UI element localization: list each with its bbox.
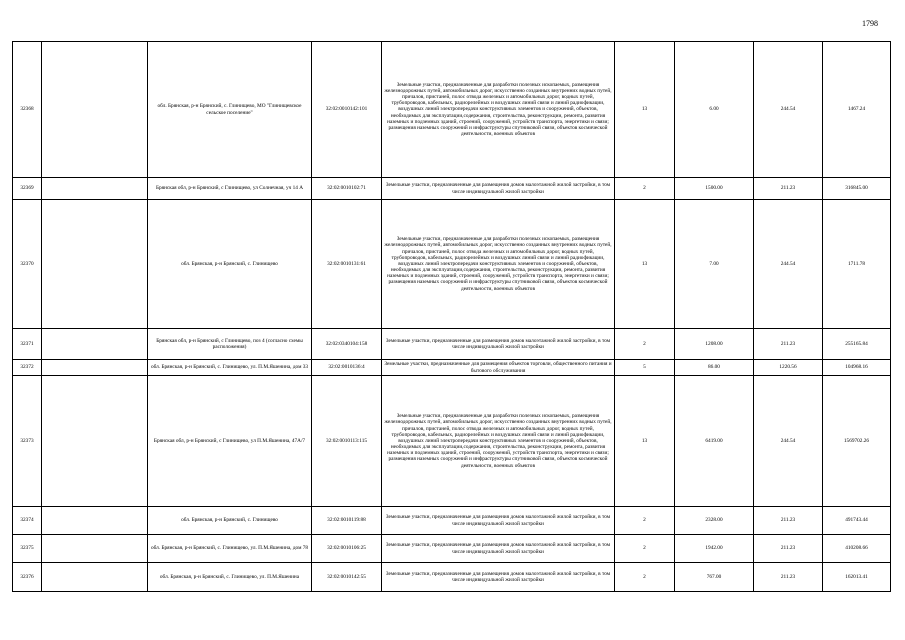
usage-type-cell: Земельные участки, предназначенные для размещения домов малоэтажной жилой застройки, в том числе индивидуальной жилой застройки: [382, 563, 615, 592]
row-id: 32369: [13, 178, 42, 200]
table-row: [13, 507, 891, 535]
address-cell: Брянская обл, р-н Брянский, с Глинищево, ул П.М.Яшенина, 47А/7: [148, 376, 312, 507]
rate-cell: 211.23: [754, 535, 823, 563]
area-cell: 1942.00: [675, 535, 754, 563]
cadastral-number-cell: 32:02:0010136:4: [312, 360, 382, 376]
cadastral-value-cell: 410208.66: [823, 535, 891, 563]
cadastral-number-cell: 32:02:0010113:115: [312, 376, 382, 507]
table-row: [13, 376, 891, 507]
usage-type-cell: Земельные участки, предназначенные для разработки полезных ископаемых, размещения железнодорожных путей, автомобильных дорог, искусственно созданных внутренних водных путей, причалов, пристаней, полос отвода железных и автомобильных дорог, водных путей, трубопроводов, кабельных, радиорелейных и воздушных линий связи и линий радиофикации, воздушных линий электропередачи конструктивных элементов и сооружений, объектов, необходимых для эксплуатации,содержания, строительства, реконструкции, ремонта, развития наземных и подземных зданий, строений, сооружений, устройств транспорта, энергетики и связи; размещения наземных сооружений и инфраструктуры спутниковой связи, объектов космической деятельности, военных объектов: [382, 42, 615, 178]
row-id: 32373: [13, 376, 42, 507]
address-cell: обл. Брянская, р-н Брянский, с. Глинищево, ул. П.М.Яшенина, дом 33: [148, 360, 312, 376]
empty-cell: [42, 178, 148, 200]
cadastral-value-cell: 491743.44: [823, 507, 891, 535]
rate-cell: 1220.56: [754, 360, 823, 376]
cadastral-number-cell: 32:02:0340104:158: [312, 329, 382, 360]
empty-cell: [42, 360, 148, 376]
area-cell: 767.00: [675, 563, 754, 592]
row-id: 32375: [13, 535, 42, 563]
usage-type-cell: Земельные участки, предназначенные для размещения домов малоэтажной жилой застройки, в том числе индивидуальной жилой застройки: [382, 535, 615, 563]
usage-type-cell: Земельные участки, предназначенные для размещения домов малоэтажной жилой застройки, в том числе индивидуальной жилой застройки: [382, 507, 615, 535]
group-cell: 2: [615, 535, 675, 563]
group-cell: 2: [615, 507, 675, 535]
group-cell: 2: [615, 329, 675, 360]
empty-cell: [42, 42, 148, 178]
rate-cell: 211.23: [754, 329, 823, 360]
address-cell: обл. Брянская, р-н Брянский, с. Глинищево, ул. П.М.Яшенина: [148, 563, 312, 592]
area-cell: 6.00: [675, 42, 754, 178]
usage-type-cell: Земельные участки, предназначенные для размещения домов малоэтажной жилой застройки, в том числе индивидуальной жилой застройки: [382, 329, 615, 360]
cadastral-number-cell: 32:02:0010102:71: [312, 178, 382, 200]
group-cell: 5: [615, 360, 675, 376]
cadastral-value-cell: 1711.78: [823, 200, 891, 329]
cadastral-number-cell: 32:02:0010119:88: [312, 507, 382, 535]
group-cell: 13: [615, 376, 675, 507]
rate-cell: 211.23: [754, 563, 823, 592]
group-cell: 13: [615, 200, 675, 329]
row-id: 32376: [13, 563, 42, 592]
group-cell: 2: [615, 563, 675, 592]
area-cell: 1208.00: [675, 329, 754, 360]
cadastral-value-cell: 162013.41: [823, 563, 891, 592]
cadastral-number-cell: 32:02:0010142:55: [312, 563, 382, 592]
empty-cell: [42, 200, 148, 329]
address-cell: обл. Брянская, р-н Брянский, с. Глинищево, МО "Глинищевское сельское поселение": [148, 42, 312, 178]
page-number: 1798: [862, 19, 878, 28]
row-id: 32372: [13, 360, 42, 376]
usage-type-cell: Земельные участки, предназначенные для разработки полезных ископаемых, размещения железнодорожных путей, автомобильных дорог, искусственно созданных внутренних водных путей, причалов, пристаней, полос отвода железных и автомобильных дорог, водных путей, трубопроводов, кабельных, радиорелейных и воздушных линий связи и линий радиофикации, воздушных линий электропередачи конструктивных элементов и сооружений, объектов, необходимых для эксплуатации,содержания, строительства, реконструкции, ремонта, развития наземных и подземных зданий, строений, сооружений, устройств транспорта, энергетики и связи; размещения наземных сооружений и инфраструктуры спутниковой связи, объектов космической деятельности, военных объектов: [382, 200, 615, 329]
address-cell: Брянская обл, р-н Брянский, с Глинищево, ул Солнечная, уч 14 А: [148, 178, 312, 200]
address-cell: обл. Брянская, р-н Брянский, с. Глинищево, ул. П.М.Яшенина, дом 78: [148, 535, 312, 563]
empty-cell: [42, 329, 148, 360]
address-cell: Брянская обл, р-н Брянский, с Глинищево, поз 4 (согласно схемы расположения): [148, 329, 312, 360]
address-cell: обл. Брянская, р-н Брянский, с. Глинищево: [148, 507, 312, 535]
address-cell: обл. Брянская, р-н Брянский, с. Глинищево: [148, 200, 312, 329]
area-cell: 7.00: [675, 200, 754, 329]
cadastral-number-cell: 32:02:0010106:25: [312, 535, 382, 563]
cadastral-value-cell: 316845.00: [823, 178, 891, 200]
usage-type-cell: Земельные участки, предназначенные для размещения домов малоэтажной жилой застройки, в том числе индивидуальной жилой застройки: [382, 178, 615, 200]
table-row: [13, 200, 891, 329]
rate-cell: 211.23: [754, 507, 823, 535]
cadastral-value-cell: 255165.84: [823, 329, 891, 360]
usage-type-cell: Земельные участки, предназначенные для размещения объектов торговли, общественного питания и бытового обслуживания: [382, 360, 615, 376]
rate-cell: 211.23: [754, 178, 823, 200]
area-cell: 1500.00: [675, 178, 754, 200]
table-row: [13, 360, 891, 376]
empty-cell: [42, 507, 148, 535]
empty-cell: [42, 376, 148, 507]
cadastral-value-cell: 1569702.26: [823, 376, 891, 507]
table-row: [13, 563, 891, 592]
cadastral-value-cell: 104968.16: [823, 360, 891, 376]
group-cell: 13: [615, 42, 675, 178]
rate-cell: 244.54: [754, 376, 823, 507]
cadastral-number-cell: 32:02:0010142:101: [312, 42, 382, 178]
row-id: 32368: [13, 42, 42, 178]
area-cell: 86.00: [675, 360, 754, 376]
row-id: 32370: [13, 200, 42, 329]
area-cell: 6419.00: [675, 376, 754, 507]
cadastral-number-cell: 32:02:0010131:61: [312, 200, 382, 329]
row-id: 32374: [13, 507, 42, 535]
row-id: 32371: [13, 329, 42, 360]
cadastral-value-table: [12, 41, 891, 592]
empty-cell: [42, 563, 148, 592]
table-row: [13, 42, 891, 178]
cadastral-value-cell: 1467.24: [823, 42, 891, 178]
area-cell: 2328.00: [675, 507, 754, 535]
usage-type-cell: Земельные участки, предназначенные для разработки полезных ископаемых, размещения железнодорожных путей, автомобильных дорог, искусственно созданных внутренних водных путей, причалов, пристаней, полос отвода железных и автомобильных дорог, водных путей, трубопроводов, кабельных, радиорелейных и воздушных линий связи и линий радиофикации, воздушных линий электропередачи конструктивных элементов и сооружений, объектов, необходимых для эксплуатации,содержания, строительства, реконструкции, ремонта, развития наземных и подземных зданий, строений, сооружений, устройств транспорта, энергетики и связи; размещения наземных сооружений и инфраструктуры спутниковой связи, объектов космической деятельности, военных объектов: [382, 376, 615, 507]
table-row: [13, 329, 891, 360]
rate-cell: 244.54: [754, 42, 823, 178]
rate-cell: 244.54: [754, 200, 823, 329]
table-row: [13, 178, 891, 200]
empty-cell: [42, 535, 148, 563]
group-cell: 2: [615, 178, 675, 200]
table-row: [13, 535, 891, 563]
